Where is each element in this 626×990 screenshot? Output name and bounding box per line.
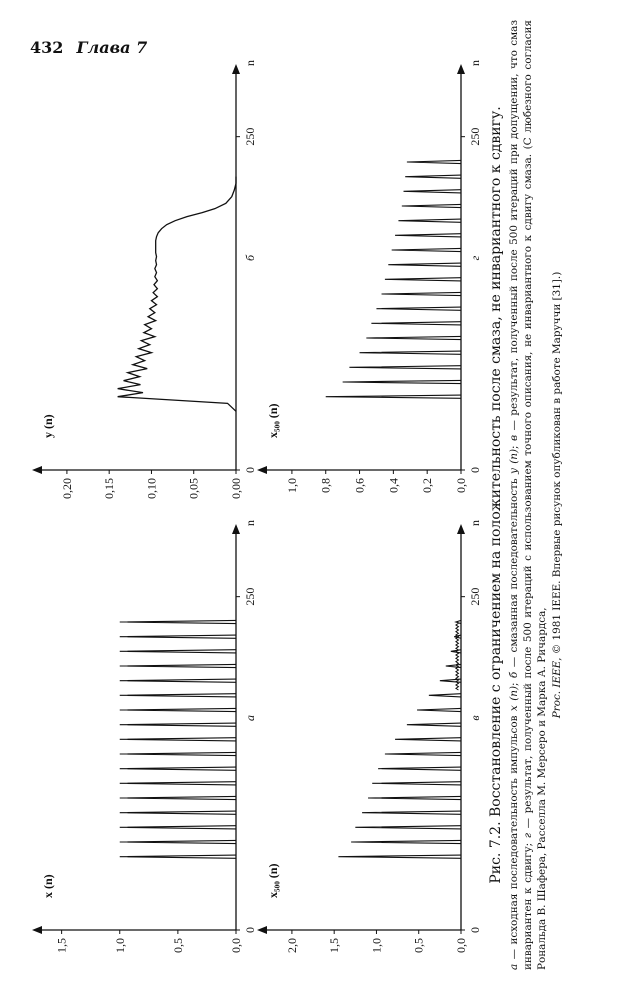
y-axis-arrow — [32, 466, 42, 474]
impulse-mark — [405, 175, 461, 178]
impulse-mark — [326, 395, 461, 398]
caption-body-part: — смазанная последовательность — [508, 474, 520, 672]
impulse-mark — [338, 855, 461, 858]
impulse-mark — [120, 840, 236, 843]
impulse-mark — [355, 826, 461, 829]
impulse-mark — [120, 679, 236, 682]
chapter-title: Глава 7 — [76, 38, 148, 57]
panel-label: г — [468, 255, 482, 261]
impulse-mark — [404, 190, 461, 193]
rotated-figure-area — [18, 20, 616, 970]
x-axis-label: n — [468, 520, 482, 526]
y-tick-label: 0,4 — [386, 478, 401, 493]
y-tick-label: 1,5 — [327, 938, 342, 953]
caption-body-part: x (n) — [508, 686, 520, 712]
panel-label: б — [243, 254, 257, 262]
y-axis-label: x₅₀₀ (n) — [266, 403, 280, 438]
x-tick-label: 250 — [468, 127, 482, 146]
x-axis-label: n — [243, 520, 257, 526]
caption-body-part: г — [522, 833, 535, 839]
tail-wiggle — [456, 623, 459, 690]
x-tick-label: 0 — [243, 927, 257, 933]
figure-7-2 — [18, 20, 488, 970]
x-tick-label: 0 — [243, 467, 257, 473]
x-axis-arrow — [232, 64, 240, 74]
impulse-mark — [378, 767, 461, 770]
impulse-mark — [382, 292, 461, 295]
y-tick-label: 0,05 — [186, 478, 201, 499]
y-tick-label: 1,0 — [112, 938, 127, 953]
chart-panel-г — [257, 60, 482, 493]
impulse-mark — [388, 263, 461, 266]
x-tick-label: 0 — [468, 927, 482, 933]
impulse-mark — [120, 796, 236, 799]
y-tick-label: 1,0 — [369, 938, 384, 953]
impulse-mark — [120, 708, 236, 711]
impulse-mark — [120, 811, 236, 814]
x-tick-label: 250 — [243, 587, 257, 606]
x-axis-arrow — [457, 64, 465, 74]
y-tick-label: 1,5 — [54, 938, 69, 953]
impulse-mark — [371, 322, 461, 325]
impulse-mark — [120, 723, 236, 726]
y-axis-arrow — [257, 466, 267, 474]
impulse-mark — [392, 248, 461, 251]
caption-title: Рис. 7.2. Восстановление с ограничением на положительность после смаза, не инвариантного к сдвигу. — [488, 106, 504, 884]
impulse-mark — [362, 811, 461, 814]
impulse-mark — [120, 620, 236, 623]
panel-label: в — [468, 715, 482, 721]
x-axis-label: n — [468, 60, 482, 66]
impulse-mark — [446, 664, 461, 667]
impulse-mark — [456, 620, 461, 623]
chart-panel-в — [257, 520, 482, 953]
y-tick-label: 0,2 — [420, 478, 435, 493]
y-tick-label: 1,0 — [284, 478, 299, 493]
impulse-mark — [351, 840, 461, 843]
y-axis-label: x (n) — [41, 874, 55, 898]
impulse-mark — [372, 782, 461, 785]
caption-body-part: в — [508, 434, 520, 441]
figure-caption — [488, 20, 564, 970]
y-axis-arrow — [257, 926, 267, 934]
impulse-mark — [385, 752, 461, 755]
impulse-mark — [120, 752, 236, 755]
impulse-mark — [120, 650, 236, 653]
impulse-mark — [120, 664, 236, 667]
y-tick-label: 0,0 — [229, 938, 243, 953]
x-axis-arrow — [232, 524, 240, 534]
y-axis-arrow — [32, 926, 42, 934]
impulse-mark — [120, 767, 236, 770]
impulse-mark — [120, 855, 236, 858]
caption-body-part: ; — [508, 441, 520, 449]
y-tick-label: 0,0 — [454, 938, 468, 953]
y-axis-label: y (n) — [41, 414, 55, 438]
impulse-mark — [407, 723, 461, 726]
y-tick-label: 0,15 — [102, 478, 117, 499]
caption-body-part: — результат, полученный после 500 итераций при допущении, что смаз инвариантен к сдвигу; — [508, 19, 535, 970]
impulse-mark — [366, 336, 461, 339]
x-tick-label: 250 — [468, 587, 482, 606]
impulse-mark — [120, 694, 236, 697]
y-tick-label: 0,0 — [454, 478, 468, 493]
y-tick-label: 0,00 — [229, 478, 243, 499]
caption-body-part: — результат, полученный после 500 итераций с использованием точного описания, не инвариантного к сдвигу смаза. (С любезного согласия Рональда В. Шафера, Расселла М. Мерсеро и Марка А. Ричардса, — [522, 20, 549, 970]
impulse-mark — [120, 738, 236, 741]
chart-panel-a — [32, 520, 257, 953]
panel-label: a — [243, 715, 257, 721]
impulse-mark — [376, 307, 461, 310]
impulse-mark — [402, 204, 461, 207]
series-line — [118, 177, 236, 412]
credit-rest: , © 1981 IEEE. Впервые рисунок опубликован в работе Маруччи [31].) — [550, 271, 563, 661]
y-tick-label: 0,6 — [352, 478, 367, 493]
y-tick-label: 0,10 — [144, 478, 159, 499]
impulse-mark — [120, 635, 236, 638]
impulse-mark — [368, 796, 461, 799]
impulse-mark — [429, 694, 461, 697]
caption-body-part: а — [508, 963, 520, 970]
impulse-mark — [349, 366, 461, 369]
caption-body-part: y (n) — [508, 448, 520, 475]
y-tick-label: 0,5 — [170, 938, 185, 953]
impulse-mark — [343, 380, 461, 383]
y-tick-label: 0,20 — [59, 478, 74, 499]
impulse-mark — [120, 826, 236, 829]
impulse-mark — [398, 219, 461, 222]
impulse-mark — [417, 708, 461, 711]
impulse-mark — [120, 782, 236, 785]
x-tick-label: 250 — [243, 127, 257, 146]
caption-body-part: б — [508, 671, 520, 679]
y-tick-label: 2,0 — [284, 938, 299, 953]
page-number: 432 — [30, 38, 64, 57]
x-axis-arrow — [457, 524, 465, 534]
y-tick-label: 0,5 — [411, 938, 426, 953]
x-tick-label: 0 — [468, 467, 482, 473]
credit-journal: Proc. IEEE — [550, 660, 563, 719]
chart-panel-б — [32, 60, 257, 499]
impulse-mark — [385, 278, 461, 281]
caption-body-part: — исходная последовательность импульсов — [508, 711, 520, 964]
y-axis-label: x₅₀₀ (n) — [266, 863, 280, 898]
impulse-mark — [407, 160, 461, 163]
impulse-mark — [360, 351, 461, 354]
x-axis-label: n — [243, 60, 257, 66]
y-tick-label: 0,8 — [318, 478, 333, 493]
caption-credit — [550, 20, 564, 970]
impulse-mark — [395, 738, 461, 741]
caption-body — [507, 20, 550, 970]
impulse-mark — [395, 234, 461, 237]
caption-body-part: ; — [508, 678, 520, 686]
